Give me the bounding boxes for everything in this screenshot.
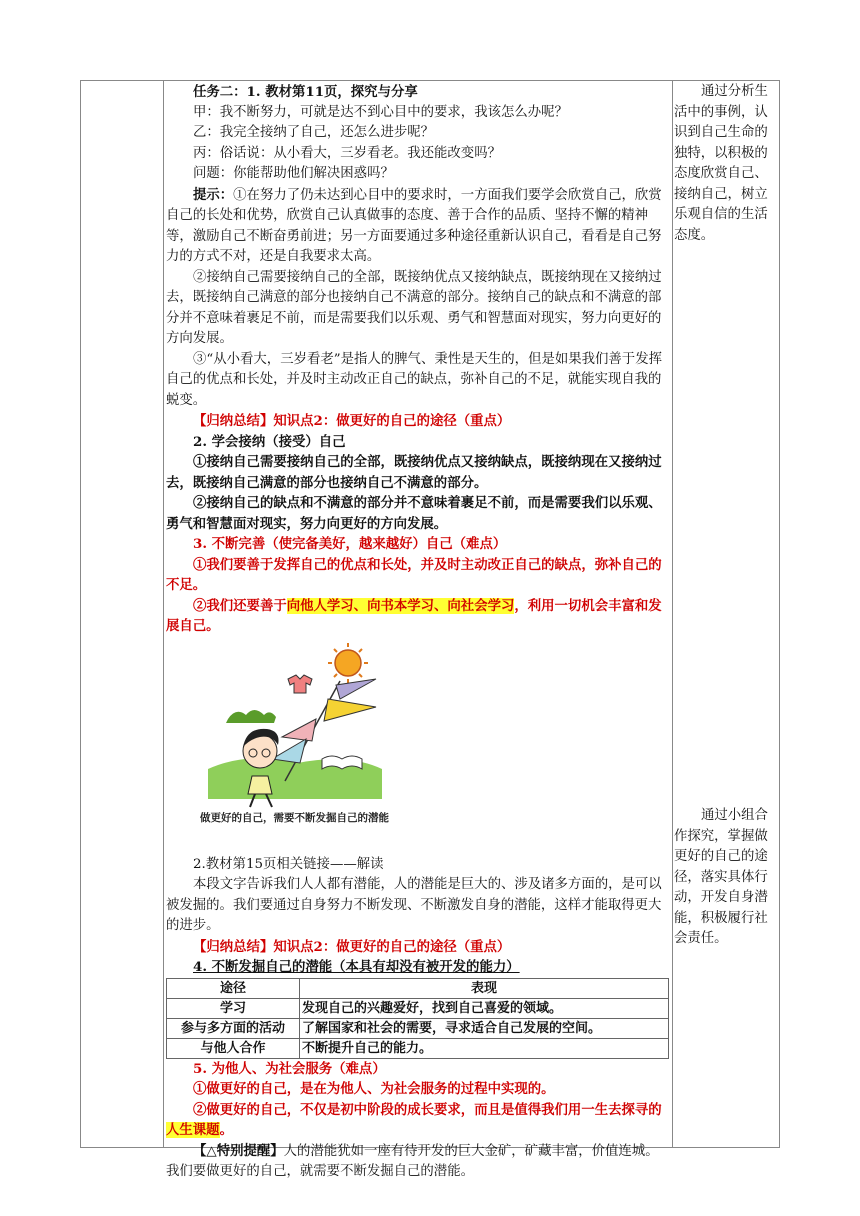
table-cell: 参与多方面的活动	[167, 1018, 300, 1038]
kid-flags-drawing	[200, 641, 390, 811]
sun-icon	[328, 643, 368, 683]
table-row	[167, 1018, 669, 1038]
summary-heading-1	[166, 411, 669, 432]
point3-item-b	[166, 596, 669, 637]
summary-text: 知识点2：做更好的自己的途径（重点）	[273, 938, 511, 955]
reminder-text: 人的潜能犹如一座有待开发的巨大金矿，矿藏丰富，价值连城。我们要做更好的自己，就需要不断发掘自己的潜能。	[166, 1143, 659, 1179]
flag-icon	[282, 719, 316, 741]
point2-item-a: ①接纳自己需要接纳自己的全部，既接纳优点又接纳缺点，既接纳现在又接纳过去，既接纳自己满意的部分也接纳自己不满意的部分。	[166, 454, 662, 491]
table-cell: 了解国家和社会的需要，寻求适合自己发展的空间。	[300, 1018, 669, 1038]
table-row	[167, 1038, 669, 1058]
column-divider-left	[163, 80, 164, 1148]
point5-b-pre: ②做更好的自己，不仅是初中阶段的成长要求，而且是值得我们用一生去探寻的	[193, 1101, 662, 1118]
dialog-line: 乙：我完全接纳了自己，还怎么进步呢？	[193, 125, 435, 140]
point3-item-a: ①我们要善于发挥自己的优点和长处，并及时主动改正自己的缺点，弥补自己的不足。	[166, 556, 662, 593]
table-header-row	[167, 978, 669, 998]
point5-b-highlight: 人生课题	[166, 1122, 220, 1138]
main-content	[166, 82, 669, 1183]
illustration-caption: 做更好的自己，需要不断发掘自己的潜能	[200, 811, 389, 824]
table-row	[167, 998, 669, 1018]
point2-item-b: ②接纳自己的缺点和不满意的部分并不意味着裹足不前，而是需要我们以乐观、勇气和智慧面对现实，努力向更好的方向发展。	[166, 495, 662, 532]
task-header: 任务二：1. 教材第11页，探究与分享	[193, 84, 418, 100]
side-note-2	[674, 806, 780, 950]
column-divider-right	[672, 80, 673, 1148]
reading-text: 本段文字告诉我们人人都有潜能，人的潜能是巨大的、涉及诸多方面的，是可以被发掘的。我们要通过自身努力不断发现、不断激发自身的潜能，这样才能取得更大的进步。	[166, 877, 662, 933]
summary-text: 知识点2：做更好的自己的途径（重点）	[273, 413, 511, 429]
hint-paragraph-2: ②接纳自己需要接纳自己的全部，既接纳优点又接纳缺点，既接纳现在又接纳过去，既接纳自己满意的部分也接纳自己不满意的部分。接纳自己的缺点和不满意的部分并不意味着裹足不前，而是需要我们以乐观、勇气和智慧面对现实，努力向更好的方向发展。	[166, 269, 662, 346]
potential-table	[166, 978, 669, 1059]
point3-b-post: ，利用一切机会丰富和发展自己。	[166, 597, 662, 634]
point5-title: 5. 为他人、为社会服务（难点）	[193, 1060, 386, 1077]
table-cell: 与他人合作	[167, 1038, 300, 1058]
point2-title: 2. 学会接纳（接受）自己	[193, 433, 346, 450]
flag-icon	[336, 679, 376, 699]
point5-b-post: 。	[219, 1122, 233, 1138]
point3-b-highlight: 向他人学习、向书本学习、向社会学习	[286, 597, 515, 614]
special-reminder	[166, 1141, 669, 1183]
reading-header: 2.教材第15页相关链接——解读	[193, 856, 384, 872]
point4-title: 4. 不断发掘自己的潜能（本具有却没有被开发的能力）	[193, 959, 520, 975]
point3-b-pre: ②我们还要善于	[193, 597, 287, 614]
summary-label: 【归纳总结】	[193, 413, 274, 429]
flag-icon	[324, 699, 376, 721]
table-cell: 不断提升自己的能力。	[300, 1038, 669, 1058]
hint-label: 提示：	[193, 186, 234, 203]
hint-paragraph-1	[166, 185, 669, 268]
hint-paragraph-3: ③“从小看大，三岁看老”是指人的脾气、秉性是天生的，但是如果我们善于发挥自己的优点和长处，并及时主动改正自己的缺点，弥补自己的不足，就能实现自我的蜕变。	[166, 351, 662, 408]
table-header-cell: 表现	[300, 978, 669, 998]
summary-label: 【归纳总结】	[193, 938, 274, 955]
illustration-kid-flags	[200, 641, 390, 851]
point3-title: 3. 不断完善（使完备美好，越来越好）自己（难点）	[193, 536, 507, 552]
question-line: 问题：你能帮助他们解决困惑吗？	[193, 166, 394, 181]
shirt-icon	[288, 675, 312, 693]
bush-icon	[226, 710, 276, 723]
dialog-line: 丙：俗话说：从小看大，三岁看老。我还能改变吗？	[193, 145, 501, 161]
hint-text: ①在努力了仍未达到心目中的要求时，一方面我们要学会欣赏自己，欣赏自己的长处和优势，欣赏自己认真做事的态度、善于合作的品质、坚持不懈的精神等，激励自己不断奋勇前进；另一方面要通过多种途径重新认识自己，看看是自己努力的方式不对，还是自我要求太高。	[166, 187, 662, 264]
side-note-2-text: 通过小组合作探究，掌握做更好的自己的途径，落实具体行动，开发自身潜能，积极履行社会责任。	[674, 808, 768, 946]
summary-heading-2	[166, 937, 669, 958]
side-note-1	[674, 82, 780, 246]
reminder-label: 【△特别提醒】	[193, 1142, 284, 1159]
table-cell: 学习	[167, 998, 300, 1018]
table-header-cell: 途径	[167, 978, 300, 998]
point5-item-b	[166, 1100, 669, 1141]
table-cell: 发现自己的兴趣爱好，找到自己喜爱的领域。	[300, 998, 669, 1018]
point5-item-a: ①做更好的自己，是在为他人、为社会服务的过程中实现的。	[193, 1081, 555, 1097]
side-note-1-text: 通过分析生活中的事例，认识到自己生命的独特，以积极的态度欣赏自己、接纳自己，树立乐观自信的生活态度。	[674, 84, 768, 243]
dialog-line: 甲：我不断努力，可就是达不到心目中的要求，我该怎么办呢？	[193, 104, 568, 120]
